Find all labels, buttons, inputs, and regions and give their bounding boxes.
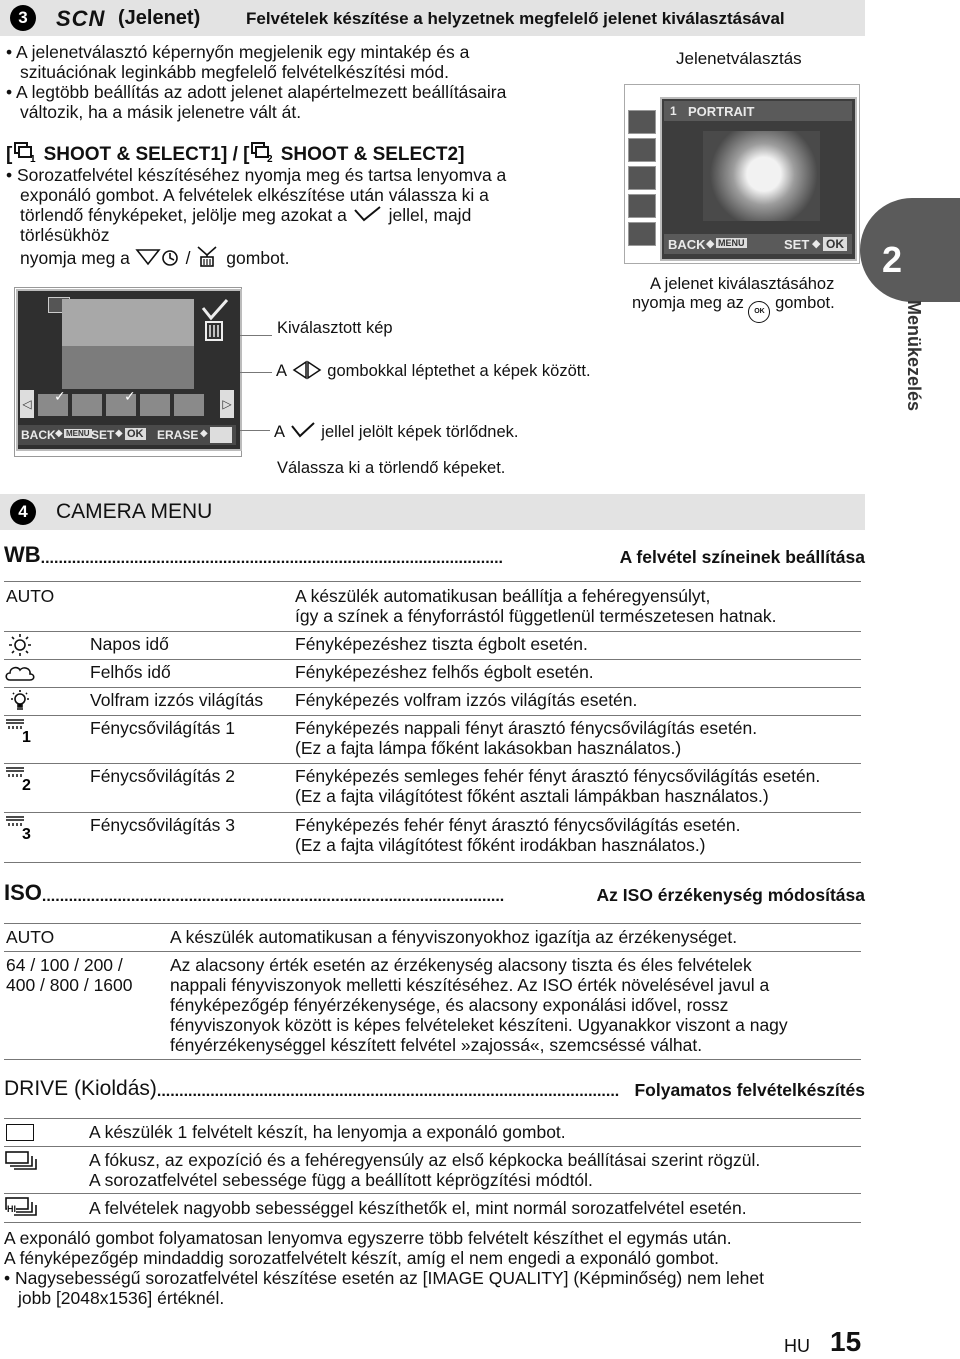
text-line: A fényképezőgép mindaddig sorozatfelvételt készít, amíg el nem engedi a exponáló gombot.: [4, 1248, 720, 1268]
sequential-icon: [5, 1150, 37, 1172]
scene-select-caption: Jelenetválasztás: [676, 49, 802, 68]
bullet-line: [4, 1288, 864, 1308]
text-line: A exponáló gombot folyamatosan lenyomva egyszerre több felvételt készíthet el egymás után.: [4, 1228, 732, 1248]
back-label: BACK: [668, 237, 706, 252]
wb-mode-name: Fénycsővilágítás 2: [90, 766, 235, 786]
leader-dots: ........................................................................................................: [41, 888, 505, 905]
drive-description: Folyamatos felvételkészítés: [634, 1080, 865, 1100]
text-line: [6, 185, 606, 205]
erase-icon: [210, 427, 232, 443]
drive-single-desc: A készülék 1 felvételt készít, ha lenyomja a exponáló gombot.: [89, 1122, 566, 1142]
arrow-icon: ◆: [115, 428, 123, 439]
shoot-select2-icon: [249, 141, 275, 161]
chapter-number: 2: [882, 239, 903, 280]
text: jellel, majd: [388, 205, 472, 225]
fluorescent2-icon: [4, 765, 36, 791]
text-line: fényképezőgép fényérzékenysége, és alacsony exponálási idővel, rossz: [170, 995, 729, 1015]
erase-icon: [195, 245, 221, 265]
text: gombokkal léptethet a képek között.: [327, 362, 591, 380]
drive-heading: [4, 1075, 865, 1101]
annotation-selected: Kiválasztott kép: [277, 319, 393, 337]
iso-values-line: 400 / 800 / 1600: [6, 975, 133, 995]
check-icon: [352, 205, 384, 221]
iso-heading: [4, 880, 865, 906]
set-label: SET: [784, 237, 810, 252]
text-line: nappali fényviszonyok melletti készítéséhez. Az ISO érték növelésével javul a: [170, 975, 770, 995]
table-rule: [4, 812, 861, 813]
text-line: fényviszonyok között is képes felvételeket készíteni. Ugyanakkor viszont a nagy: [170, 1015, 788, 1035]
tungsten-icon: [4, 689, 36, 715]
section3-number: 3: [10, 5, 36, 31]
text: Nagysebességű sorozatfelvétel készítése esetén az [IMAGE QUALITY] (Képminőség) nem lehet: [15, 1268, 764, 1288]
prev-arrow-icon[interactable]: ◁: [20, 390, 34, 418]
chapter-tab: [860, 198, 960, 302]
wb-label: WB: [4, 542, 41, 567]
bullet-line: • Nagysebességű sorozatfelvétel készítése esetén az [IMAGE QUALITY] (Képminőség) nem lehet: [4, 1268, 764, 1288]
table-rule: [4, 862, 861, 863]
text-line: • Sorozatfelvétel készítéséhez nyomja meg és tartsa lenyomva a: [6, 165, 507, 185]
down-selftimer-icon: [135, 247, 181, 265]
wb-mode-name: Napos idő: [90, 634, 169, 654]
annotation-delete: [274, 421, 519, 442]
iso-description: Az ISO érzékenység módosítása: [596, 885, 865, 905]
trash-check-icon: [197, 298, 235, 344]
iso-auto-desc: A készülék automatikusan a fényviszonyokhoz igazítja az érzékenységet.: [170, 927, 738, 947]
scene-icon-strip: [628, 110, 658, 240]
section4-title: CAMERA MENU: [56, 500, 213, 523]
wb-mode-desc: [295, 662, 865, 682]
check-icon: [289, 421, 317, 437]
shoot-select-text: [6, 165, 606, 268]
table-rule: [4, 951, 861, 952]
scene-note-line1: A jelenet kiválasztásához: [650, 275, 835, 293]
text-line: (Ez a fajta világítótest főként irodákban használatos.): [295, 835, 706, 855]
section4-number: 4: [10, 499, 36, 525]
annotation-choose: Válassza ki a törlendő képeket.: [277, 459, 506, 477]
wb-code: AUTO: [6, 586, 55, 606]
wb-mode-name: Volfram izzós világítás: [90, 690, 264, 710]
shoot-select2-label: SHOOT & SELECT2]: [280, 144, 465, 165]
arrow-icon: ◆: [55, 428, 63, 439]
fluorescent1-icon: [4, 717, 36, 743]
table-rule: [4, 923, 861, 924]
text: jobb [2048x1536] értéknél.: [18, 1288, 225, 1308]
cloud-icon: [4, 661, 36, 687]
section3-subtitle: Felvételek készítése a helyzetnek megfelelő jelenet kiválasztásával: [246, 9, 785, 28]
sport-scene-icon: [628, 194, 656, 218]
erase-label: ERASE: [157, 428, 199, 442]
text: A: [276, 362, 287, 380]
iso-auto-code: AUTO: [6, 927, 55, 947]
text: exponáló gombot. A felvételek elkészítése után válassza ki a: [20, 185, 489, 205]
text-line: Fényképezés nappali fényt árasztó fénycsővilágítás esetén.: [295, 718, 758, 738]
scn-label: SCN: [56, 6, 106, 31]
table-rule: [4, 1222, 861, 1223]
text-line: fényérzékenységgel készített felvétel »zajossá«, szemcséssé válhat.: [170, 1035, 703, 1055]
text-line: így a színek a fényforrástól függetlenül természetesen hatnak.: [295, 606, 777, 626]
thumbnail[interactable]: [174, 394, 204, 416]
arrow-icon: ◆: [812, 238, 821, 250]
single-shot-icon: [6, 1124, 34, 1141]
wb-mode-name: Felhős idő: [90, 662, 171, 682]
wb-mode-desc: [295, 634, 865, 654]
table-rule: [4, 1059, 861, 1060]
text-line: (Ez a fajta lámpa főként lakásokban használatos.): [295, 738, 682, 758]
landscape-scene-icon: [628, 138, 656, 162]
text-line: A készülék automatikusan beállítja a fehéregyensúlyt,: [295, 586, 711, 606]
check-icon: ✓: [124, 388, 136, 404]
wb-heading: [4, 542, 865, 568]
text: törlésükhöz: [20, 225, 110, 245]
wb-mode-desc: [295, 718, 865, 758]
text-line: A sorozatfelvétel sebessége függ a beállított képrögzítési módtól.: [89, 1170, 593, 1190]
portrait-scene-icon: [628, 110, 656, 134]
annotation-navigate: [276, 360, 591, 381]
thumbnail[interactable]: [72, 394, 102, 416]
drive-label: DRIVE (Kioldás): [4, 1077, 157, 1100]
text-line: Fényképezéshez felhős égbolt esetén.: [295, 662, 594, 682]
bullet-text: A jelenetválasztó képernyőn megjelenik egy mintakép és a: [16, 42, 470, 62]
bullet-text: változik, ha a másik jelenetre vált át.: [20, 102, 302, 122]
landscape-portrait-scene-icon: [628, 166, 656, 190]
svg-text:1: 1: [30, 154, 36, 163]
page-number: 15: [830, 1326, 862, 1357]
fluorescent3-icon: [4, 814, 36, 840]
scene-note-line2: [632, 293, 835, 323]
text: jellel jelölt képek törlődnek.: [321, 423, 519, 441]
table-rule: [4, 1146, 861, 1147]
wb-description: A felvétel színeinek beállítása: [619, 547, 865, 567]
iso-values-line: 64 / 100 / 200 /: [6, 955, 123, 975]
text-line: Fényképezés volfram izzós világítás esetén.: [295, 690, 638, 710]
text-line: [6, 225, 606, 245]
text-line: (Ez a fajta világítótest főként asztali lámpákban használatos.): [295, 786, 769, 806]
thumbnail[interactable]: [140, 394, 170, 416]
text: Sorozatfelvétel készítéséhez nyomja meg és tartsa lenyomva a: [17, 165, 507, 185]
wb-mode-desc: [295, 815, 865, 855]
text-line: Fényképezés fehér fényt árasztó fénycsővilágítás esetén.: [295, 815, 741, 835]
text-line: A fókusz, az expozíció és a fehéregyensúly az első képkocka beállításai szerint rögzül.: [89, 1150, 761, 1170]
chapter-label: Menükezelés: [904, 300, 924, 412]
text-line: Fényképezéshez tiszta égbolt esetén.: [295, 634, 588, 654]
text: /: [185, 248, 191, 268]
svg-text:3: 3: [22, 826, 31, 840]
drive-footnotes: [4, 1228, 864, 1308]
drive-sequential-desc: [89, 1150, 760, 1190]
text: nyomja meg az: [632, 294, 744, 312]
shoot-select1-label: SHOOT & SELECT1] / [: [43, 144, 250, 165]
text: gombot.: [775, 294, 835, 312]
selected-photo: [62, 299, 194, 389]
menu-button-label: MENU: [718, 238, 745, 248]
bullet-line: [6, 102, 606, 122]
table-rule: [4, 763, 861, 764]
text-line: [6, 245, 606, 268]
svg-text:2: 2: [267, 154, 274, 163]
wb-mode-name: Fénycsővilágítás 3: [90, 815, 235, 835]
section3-title: (Jelenet): [118, 7, 201, 29]
set-label: SET: [91, 428, 115, 442]
night-scene-icon: [628, 222, 656, 246]
scene-sample-photo: [703, 131, 820, 221]
bullet-line: • A jelenetválasztó képernyőn megjelenik egy mintakép és a: [6, 42, 470, 62]
wb-mode-desc: [295, 690, 865, 710]
ok-button-label: OK: [127, 428, 144, 440]
svg-text:1: 1: [22, 729, 31, 743]
menu-button-label: MENU: [66, 429, 90, 438]
wb-mode-name: Fénycsővilágítás 1: [90, 718, 235, 738]
bullet-line: [6, 62, 606, 82]
section3-bullets: [6, 42, 606, 122]
text-line: [6, 205, 606, 225]
leader-dots: ........................................................................................................: [40, 550, 503, 567]
arrow-icon: ◆: [706, 238, 715, 250]
bullet-text: A legtöbb beállítás az adott jelenet alapértelmezett beállításaira: [16, 82, 507, 102]
table-rule: [4, 1193, 861, 1194]
table-rule: [4, 631, 861, 632]
check-icon: ✓: [54, 388, 66, 404]
bracket: [: [6, 144, 13, 165]
table-rule: [4, 1118, 861, 1119]
text-line: Fényképezés semleges fehér fényt árasztó fénycsővilágítás esetén.: [295, 766, 821, 786]
iso-values-desc: [170, 955, 860, 1055]
svg-text:2: 2: [22, 777, 31, 791]
text: A: [274, 423, 285, 441]
text: törlendő fényképeket, jelölje meg azokat a: [20, 205, 347, 225]
wb-mode-desc: [295, 766, 865, 806]
scene-name: PORTRAIT: [688, 104, 755, 119]
drive-hi-desc: A felvételek nagyobb sebességgel készíthetők el, mint normál sorozatfelvétel esetén.: [89, 1198, 747, 1218]
ok-button-label: OK: [823, 237, 847, 251]
chapter-label-vertical: [900, 300, 930, 440]
shoot-select1-icon: [12, 141, 38, 161]
leader-dots: ........................................................................................................: [156, 1083, 620, 1100]
hi-label: HI: [7, 1204, 16, 1214]
shoot-select-heading: [6, 141, 464, 166]
footer-lang: HU: [784, 1336, 810, 1356]
bullet-line: • A legtöbb beállítás az adott jelenet alapértelmezett beállításaira: [6, 82, 507, 102]
table-rule: [4, 581, 861, 582]
callout-line: [240, 430, 270, 431]
ok-func-icon: OK: [748, 301, 770, 323]
thumb-strip: [20, 390, 234, 420]
bullet-text: szituációnak leginkább megfelelő felvételkészítési mód.: [20, 62, 449, 82]
wb-mode-desc: [295, 586, 865, 626]
iso-values-code: [6, 955, 133, 995]
scene-number: 1: [670, 104, 677, 118]
sun-icon: [4, 633, 36, 659]
left-right-arrows-icon: [291, 360, 323, 380]
next-arrow-icon[interactable]: ▷: [220, 390, 234, 418]
back-label: BACK: [21, 428, 56, 442]
table-rule: [4, 687, 861, 688]
table-rule: [4, 715, 861, 716]
arrow-icon: ◆: [200, 428, 208, 439]
text: gombot.: [226, 248, 290, 268]
callout-line: [240, 372, 272, 373]
text-line: Az alacsony érték esetén az érzékenység alacsony tiszta és éles felvételek: [170, 955, 752, 975]
iso-label: ISO: [4, 880, 42, 905]
text: nyomja meg a: [20, 248, 130, 268]
table-rule: [4, 659, 861, 660]
callout-line: [240, 335, 272, 336]
